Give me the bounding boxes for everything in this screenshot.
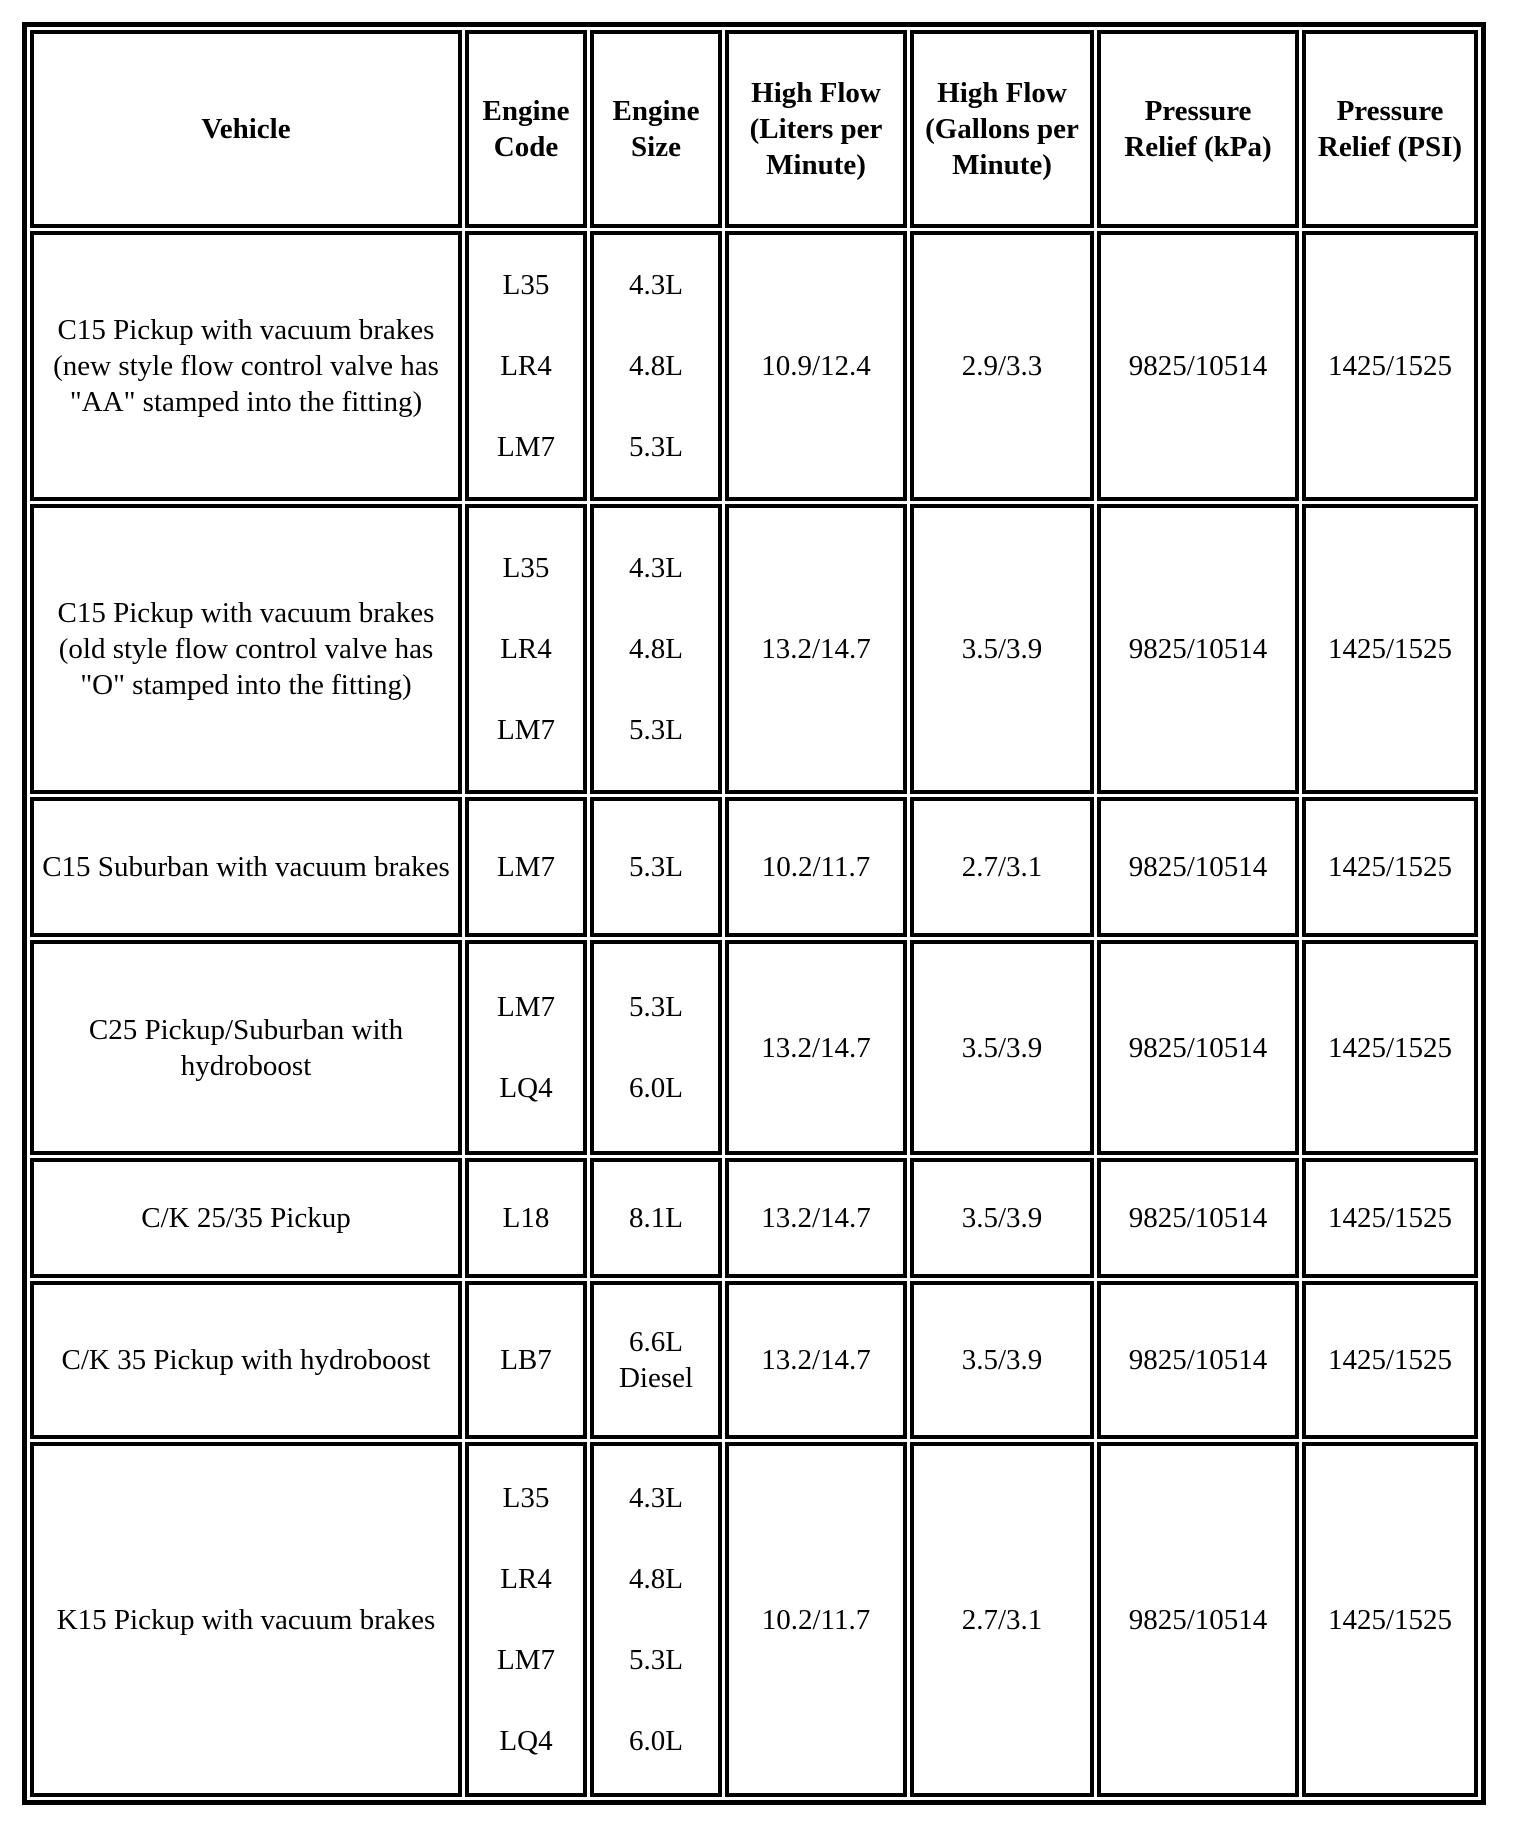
pressure-kpa-cell: 9825/10514 xyxy=(1097,1158,1299,1278)
vehicle-cell: C15 Pickup with vacuum brakes (new style flow control valve has "AA" stamped into the fitting) xyxy=(30,231,462,501)
engine-code-cell xyxy=(465,1158,587,1278)
engine-code-item: LM7 xyxy=(497,851,555,883)
engine-code-cell xyxy=(465,940,587,1155)
table-row xyxy=(30,1281,1478,1439)
column-header-high-flow-lpm: High Flow (Liters per Minute) xyxy=(725,30,907,228)
engine-size-item: 6.0L xyxy=(629,1725,683,1757)
high-flow-gpm-cell: 2.9/3.3 xyxy=(910,231,1094,501)
high-flow-gpm-cell: 3.5/3.9 xyxy=(910,940,1094,1155)
table-row xyxy=(30,1442,1478,1797)
engine-size-cell xyxy=(590,797,722,937)
pressure-psi-cell: 1425/1525 xyxy=(1302,1281,1478,1439)
high-flow-gpm-cell: 3.5/3.9 xyxy=(910,1158,1094,1278)
engine-code-item: LQ4 xyxy=(499,1725,553,1757)
high-flow-gpm-cell: 3.5/3.9 xyxy=(910,1281,1094,1439)
engine-size-item: 4.3L xyxy=(629,552,683,584)
pressure-psi-cell: 1425/1525 xyxy=(1302,504,1478,794)
engine-code-item: L35 xyxy=(502,269,550,301)
column-header-engine-code: Engine Code xyxy=(465,30,587,228)
pressure-psi-cell: 1425/1525 xyxy=(1302,231,1478,501)
engine-code-item: LM7 xyxy=(497,431,555,463)
vehicle-cell: C15 Pickup with vacuum brakes (old style flow control valve has "O" stamped into the fitting) xyxy=(30,504,462,794)
engine-code-cell xyxy=(465,504,587,794)
table-row xyxy=(30,231,1478,501)
pressure-psi-cell: 1425/1525 xyxy=(1302,1442,1478,1797)
table-row xyxy=(30,940,1478,1155)
column-header-high-flow-gpm: High Flow (Gallons per Minute) xyxy=(910,30,1094,228)
pressure-psi-cell: 1425/1525 xyxy=(1302,940,1478,1155)
engine-size-item: 5.3L xyxy=(629,991,683,1023)
pressure-kpa-cell: 9825/10514 xyxy=(1097,1442,1299,1797)
high-flow-lpm-cell: 10.9/12.4 xyxy=(725,231,907,501)
vehicle-cell: C25 Pickup/Suburban with hydroboost xyxy=(30,940,462,1155)
pressure-kpa-cell: 9825/10514 xyxy=(1097,504,1299,794)
engine-code-cell xyxy=(465,797,587,937)
pressure-kpa-cell: 9825/10514 xyxy=(1097,1281,1299,1439)
engine-code-item: LR4 xyxy=(500,1563,552,1595)
engine-size-cell xyxy=(590,504,722,794)
engine-code-cell xyxy=(465,1281,587,1439)
engine-size-cell xyxy=(590,1442,722,1797)
engine-code-item: L18 xyxy=(502,1202,550,1234)
engine-size-cell xyxy=(590,940,722,1155)
engine-size-item: 5.3L xyxy=(629,431,683,463)
high-flow-gpm-cell: 3.5/3.9 xyxy=(910,504,1094,794)
high-flow-gpm-cell: 2.7/3.1 xyxy=(910,797,1094,937)
pressure-psi-cell: 1425/1525 xyxy=(1302,1158,1478,1278)
pressure-kpa-cell: 9825/10514 xyxy=(1097,940,1299,1155)
column-header-vehicle: Vehicle xyxy=(30,30,462,228)
vehicle-cell: C/K 25/35 Pickup xyxy=(30,1158,462,1278)
high-flow-gpm-cell: 2.7/3.1 xyxy=(910,1442,1094,1797)
engine-code-item: LM7 xyxy=(497,1644,555,1676)
engine-size-item: 5.3L xyxy=(629,851,683,883)
engine-code-item: L35 xyxy=(502,1482,550,1514)
engine-size-item: 4.3L xyxy=(629,1482,683,1514)
engine-code-item: LB7 xyxy=(500,1344,552,1376)
engine-code-cell xyxy=(465,1442,587,1797)
vehicle-cell: C/K 35 Pickup with hydroboost xyxy=(30,1281,462,1439)
engine-size-item: 8.1L xyxy=(629,1202,683,1234)
pressure-kpa-cell: 9825/10514 xyxy=(1097,231,1299,501)
engine-code-item: LM7 xyxy=(497,991,555,1023)
engine-code-item: LR4 xyxy=(500,350,552,382)
high-flow-lpm-cell: 10.2/11.7 xyxy=(725,797,907,937)
table-row xyxy=(30,504,1478,794)
column-header-pressure-kpa: Pressure Relief (kPa) xyxy=(1097,30,1299,228)
flow-spec-table xyxy=(22,22,1486,1805)
column-header-pressure-psi: Pressure Relief (PSI) xyxy=(1302,30,1478,228)
engine-size-item: 4.8L xyxy=(629,350,683,382)
engine-size-cell xyxy=(590,1158,722,1278)
engine-size-item: 5.3L xyxy=(629,714,683,746)
vehicle-cell: C15 Suburban with vacuum brakes xyxy=(30,797,462,937)
high-flow-lpm-cell: 13.2/14.7 xyxy=(725,504,907,794)
high-flow-lpm-cell: 10.2/11.7 xyxy=(725,1442,907,1797)
engine-size-item: 5.3L xyxy=(629,1644,683,1676)
engine-size-cell xyxy=(590,231,722,501)
engine-size-item: 4.3L xyxy=(629,269,683,301)
high-flow-lpm-cell: 13.2/14.7 xyxy=(725,1158,907,1278)
header-row xyxy=(30,30,1478,228)
pressure-psi-cell: 1425/1525 xyxy=(1302,797,1478,937)
engine-size-item: 4.8L xyxy=(629,633,683,665)
engine-size-item: 4.8L xyxy=(629,1563,683,1595)
pressure-kpa-cell: 9825/10514 xyxy=(1097,797,1299,937)
vehicle-cell: K15 Pickup with vacuum brakes xyxy=(30,1442,462,1797)
engine-size-item: 6.6L Diesel xyxy=(618,1326,694,1394)
engine-code-item: LQ4 xyxy=(499,1072,553,1104)
column-header-engine-size: Engine Size xyxy=(590,30,722,228)
engine-code-item: L35 xyxy=(502,552,550,584)
high-flow-lpm-cell: 13.2/14.7 xyxy=(725,1281,907,1439)
engine-size-cell xyxy=(590,1281,722,1439)
engine-code-item: LM7 xyxy=(497,714,555,746)
engine-size-item: 6.0L xyxy=(629,1072,683,1104)
table-row xyxy=(30,1158,1478,1278)
table-row xyxy=(30,797,1478,937)
engine-code-item: LR4 xyxy=(500,633,552,665)
high-flow-lpm-cell: 13.2/14.7 xyxy=(725,940,907,1155)
engine-code-cell xyxy=(465,231,587,501)
